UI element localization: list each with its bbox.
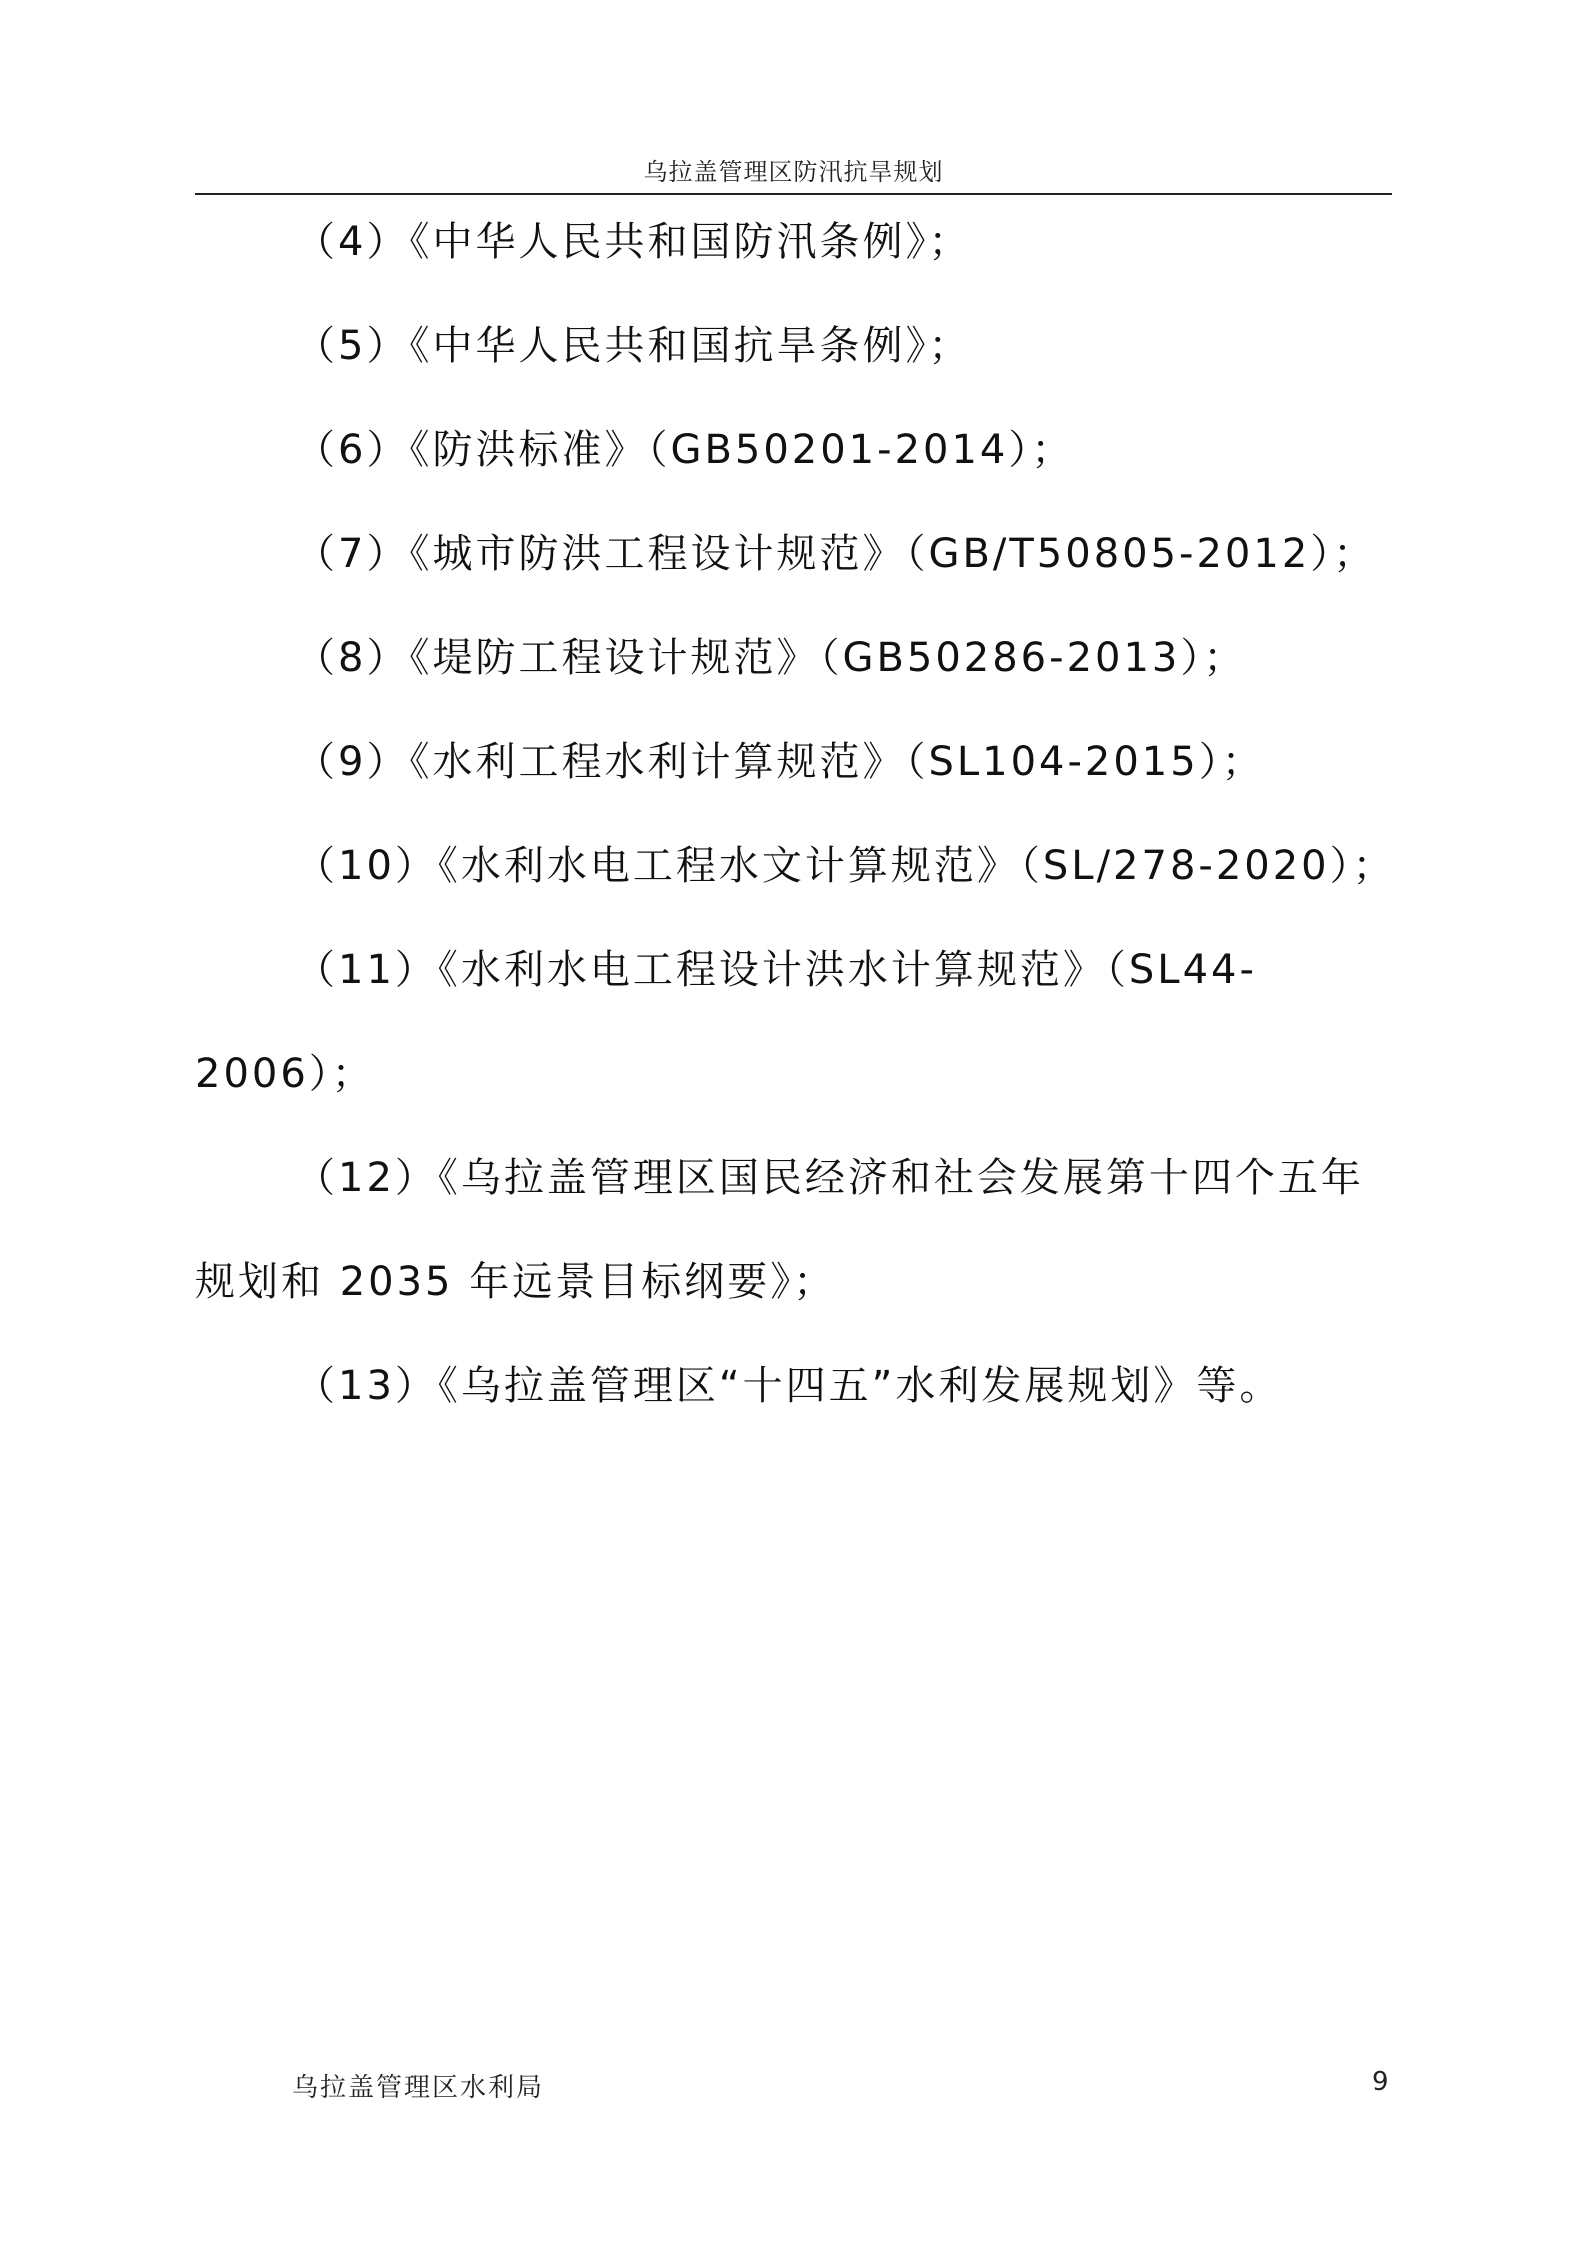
footer-organization: 乌拉盖管理区水利局: [292, 2073, 545, 2103]
reference-list: [195, 190, 1395, 1438]
page-header-title: 乌拉盖管理区防汛抗旱规划: [643, 158, 944, 186]
reference-item-10: （10）《水利水电工程水文计算规范》（SL/278-2020）；: [295, 843, 1396, 889]
reference-item-8: （8）《堤防工程设计规范》（GB50286-2013）；: [295, 635, 1247, 681]
reference-item-9: （9）《水利工程水利计算规范》（SL104-2015）；: [295, 739, 1265, 785]
reference-item-5: （5）《中华人民共和国抗旱条例》；: [295, 323, 972, 369]
page-number: 9: [1372, 2067, 1389, 2097]
reference-item-7: （7）《城市防洪工程设计规范》（GB/T50805-2012）；: [295, 531, 1377, 577]
reference-item-4: （4）《中华人民共和国防汛条例》；: [295, 219, 972, 265]
reference-item-12: （12）《乌拉盖管理区国民经济和社会发展第十四个五年规划和 2035 年远景目标纲要》；: [195, 1155, 1364, 1305]
reference-item-6: （6）《防洪标准》（GB50201-2014）；: [295, 427, 1075, 473]
reference-item-13: （13）《乌拉盖管理区“十四五”水利发展规划》等。: [295, 1363, 1283, 1409]
reference-item-11: （11）《水利水电工程设计洪水计算规范》（SL44-2006）；: [195, 947, 1257, 1097]
